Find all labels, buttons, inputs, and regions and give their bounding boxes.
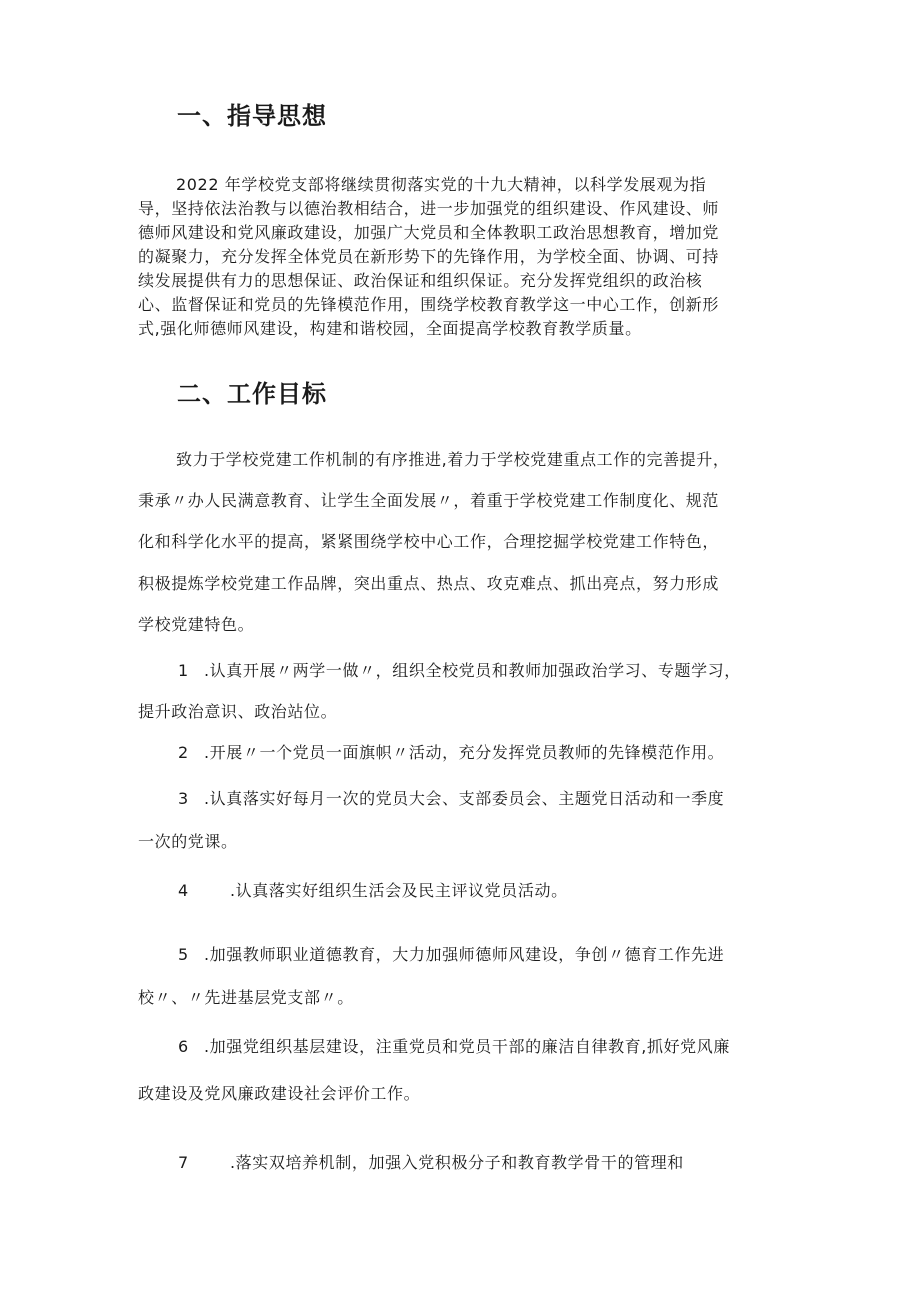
list-item-line (178, 786, 724, 809)
list-item-text: .开展〃一个党员一面旗帜〃活动，充分发挥党员教师的先锋模范作用。 (204, 743, 725, 762)
section-heading-work-goals: 二、工作目标 (177, 380, 327, 408)
list-item-text: .认真开展〃两学一做〃，组织全校党员和教师加强政治学习、专题学习， (204, 661, 741, 680)
paragraph-line: 秉承〃办人民满意教育、让学生全面发展〃，着重于学校党建工作制度化、规范 (138, 491, 720, 510)
paragraph-line: 式,强化师德师风建设，构建和谐校园，全面提高学校教育教学质量。 (138, 319, 642, 338)
paragraph-line: 导，坚持依法治教与以德治教相结合，进一步加强党的组织建设、作风建设、师 (138, 199, 720, 218)
paragraph-line: 学校党建特色。 (138, 615, 255, 634)
list-item-line (178, 740, 724, 763)
list-item-line: 政建设及党风廉政建设社会评价工作。 (138, 1084, 421, 1103)
paragraph-line: 化和科学化水平的提高，紧紧围绕学校中心工作，合理挖掘学校党建工作特色， (138, 532, 720, 551)
section-heading-guiding-ideology: 一、指导思想 (177, 102, 327, 130)
list-item-line (178, 878, 568, 901)
paragraph-line: 的凝聚力，充分发挥全体党员在新形势下的先锋作用，为学校全面、协调、可持 (138, 247, 720, 266)
paragraph-line: 积极提炼学校党建工作品牌，突出重点、热点、攻克难点、抓出亮点，努力形成 (138, 574, 720, 593)
list-item-line (178, 658, 741, 681)
list-item-line: 一次的党课。 (138, 832, 238, 851)
list-item-text: .认真落实好组织生活会及民主评议党员活动。 (230, 881, 568, 900)
paragraph-line: 2022 年学校党支部将继续贯彻落实党的十九大精神，以科学发展观为指 (176, 175, 707, 194)
list-item-line (178, 942, 724, 965)
list-item-line: 校〃、〃先进基层党支部〃。 (138, 988, 354, 1007)
list-item-number: 1 (178, 661, 189, 680)
list-item-text: .加强教师职业道德教育，大力加强师德师风建设，争创〃德育工作先进 (204, 945, 725, 964)
list-item-number: 2 (178, 743, 189, 762)
paragraph-line: 德师风建设和党风廉政建设，加强广大党员和全体教职工政治思想教育，增加党 (138, 223, 720, 242)
list-item-number: 3 (178, 789, 189, 808)
list-item-line (178, 1034, 730, 1057)
list-item-number: 6 (178, 1037, 189, 1056)
list-item-text: .加强党组织基层建设，注重党员和党员干部的廉洁自律教育,抓好党风廉 (204, 1037, 730, 1056)
paragraph-line: 心、监督保证和党员的先锋模范作用，围绕学校教育教学这一中心工作，创新形 (138, 295, 720, 314)
list-item-number: 4 (178, 881, 189, 900)
list-item-line (178, 1150, 684, 1173)
paragraph-line: 致力于学校党建工作机制的有序推进,着力于学校党建重点工作的完善提升， (176, 450, 730, 469)
list-item-line: 提升政治意识、政治站位。 (138, 702, 338, 721)
list-item-text: .认真落实好每月一次的党员大会、支部委员会、主题党日活动和一季度 (204, 789, 725, 808)
paragraph-line: 续发展提供有力的思想保证、政治保证和组织保证。充分发挥党组织的政治核 (138, 271, 703, 290)
list-item-number: 5 (178, 945, 189, 964)
list-item-text: .落实双培养机制，加强入党积极分子和教育教学骨干的管理和 (230, 1153, 684, 1172)
list-item-number: 7 (178, 1153, 189, 1172)
